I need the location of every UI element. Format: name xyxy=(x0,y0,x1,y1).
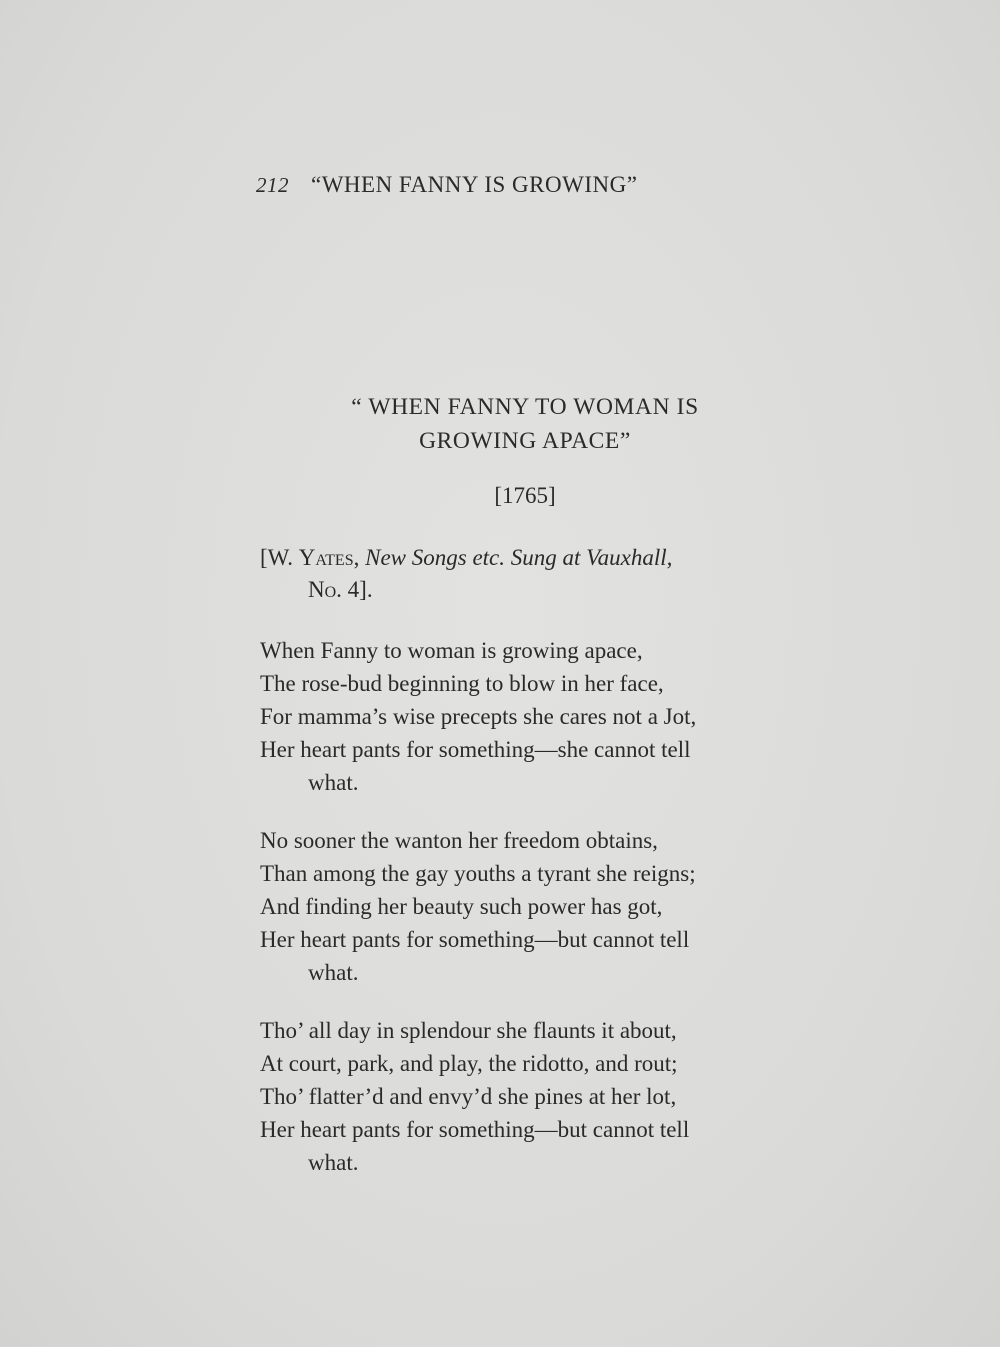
poem-year: [1765] xyxy=(494,483,556,508)
verse-turnover: what. xyxy=(308,960,359,985)
verse-line: Tho’ all day in splendour she flaunts it about, xyxy=(260,1018,677,1043)
poem-title-line-2: GROWING APACE” xyxy=(419,428,631,454)
verse-line: Than among the gay youths a tyrant she reigns; xyxy=(260,861,696,886)
verse-turnover: what. xyxy=(308,1150,359,1175)
source-work: New Songs etc. Sung at Vauxhall, xyxy=(365,545,673,570)
verse-line: Tho’ flatter’d and envy’d she pines at her lot, xyxy=(260,1084,677,1109)
running-title: “WHEN FANNY IS GROWING” xyxy=(311,172,638,197)
source-open: [W. xyxy=(260,545,299,570)
verse-line: No sooner the wanton her freedom obtains, xyxy=(260,828,658,853)
verse-line: Her heart pants for something—but cannot tell xyxy=(260,927,690,952)
source-citation xyxy=(260,542,800,606)
running-head xyxy=(256,172,756,198)
source-line-1 xyxy=(260,542,800,574)
source-line-2: No. 4]. xyxy=(308,577,373,602)
poem-title xyxy=(260,390,790,458)
stanza-2 xyxy=(260,824,800,989)
stanza-1 xyxy=(260,634,800,799)
stanza-3 xyxy=(260,1014,800,1179)
page-number: 212 xyxy=(256,173,289,197)
verse-line: Her heart pants for something—but cannot tell xyxy=(260,1117,690,1142)
poem-title-line-1: “ WHEN FANNY TO WOMAN IS xyxy=(351,394,699,420)
verse-turnover: what. xyxy=(308,770,359,795)
source-comma: , xyxy=(353,545,366,570)
verse-line: At court, park, and play, the ridotto, and rout; xyxy=(260,1051,678,1076)
verse-line: Her heart pants for something—she cannot tell xyxy=(260,737,691,762)
verse-line: For mamma’s wise precepts she cares not a Jot, xyxy=(260,704,697,729)
verse-line: When Fanny to woman is growing apace, xyxy=(260,638,643,663)
source-author: Yates xyxy=(298,545,354,570)
verse-line: The rose-bud beginning to blow in her face, xyxy=(260,671,664,696)
verse-line: And finding her beauty such power has got, xyxy=(260,894,663,919)
